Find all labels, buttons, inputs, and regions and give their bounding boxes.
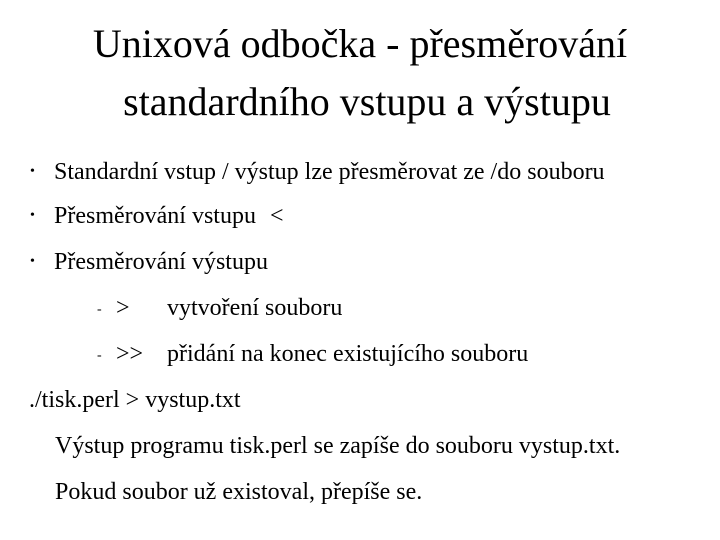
input-redirect-operator: < [269, 203, 284, 229]
command-example: ./tisk.perl > vystup.txt [29, 387, 241, 413]
explanation-line: Výstup programu tisk.perl se zapíše do souboru vystup.txt. [55, 433, 621, 459]
slide-title-line-2: standardního vstupu a výstupu [123, 79, 611, 124]
append-redirect-operator: >> [116, 341, 144, 367]
explanation-line: Pokud soubor už existoval, přepíše se. [55, 479, 423, 505]
bullet-text: Standardní vstup / výstup lze přesměrovat ze /do souboru [54, 159, 605, 185]
bullet-text: Přesměrování vstupu [54, 203, 256, 229]
sub-bullet-description: vytvoření souboru [167, 295, 343, 321]
bullet-text-with-operator [54, 204, 284, 228]
bullet-marker: • [30, 164, 35, 179]
bullet-text: Přesměrování výstupu [54, 249, 268, 275]
bullet-marker: • [30, 208, 35, 223]
sub-bullet-marker: - [97, 348, 102, 363]
output-redirect-operator: > [116, 295, 130, 321]
sub-bullet-description: přidání na konec existujícího souboru [167, 341, 529, 367]
slide-title-line-1: Unixová odbočka - přesměrování [92, 21, 628, 66]
sub-bullet-marker: - [97, 302, 102, 317]
bullet-marker: • [30, 254, 35, 269]
